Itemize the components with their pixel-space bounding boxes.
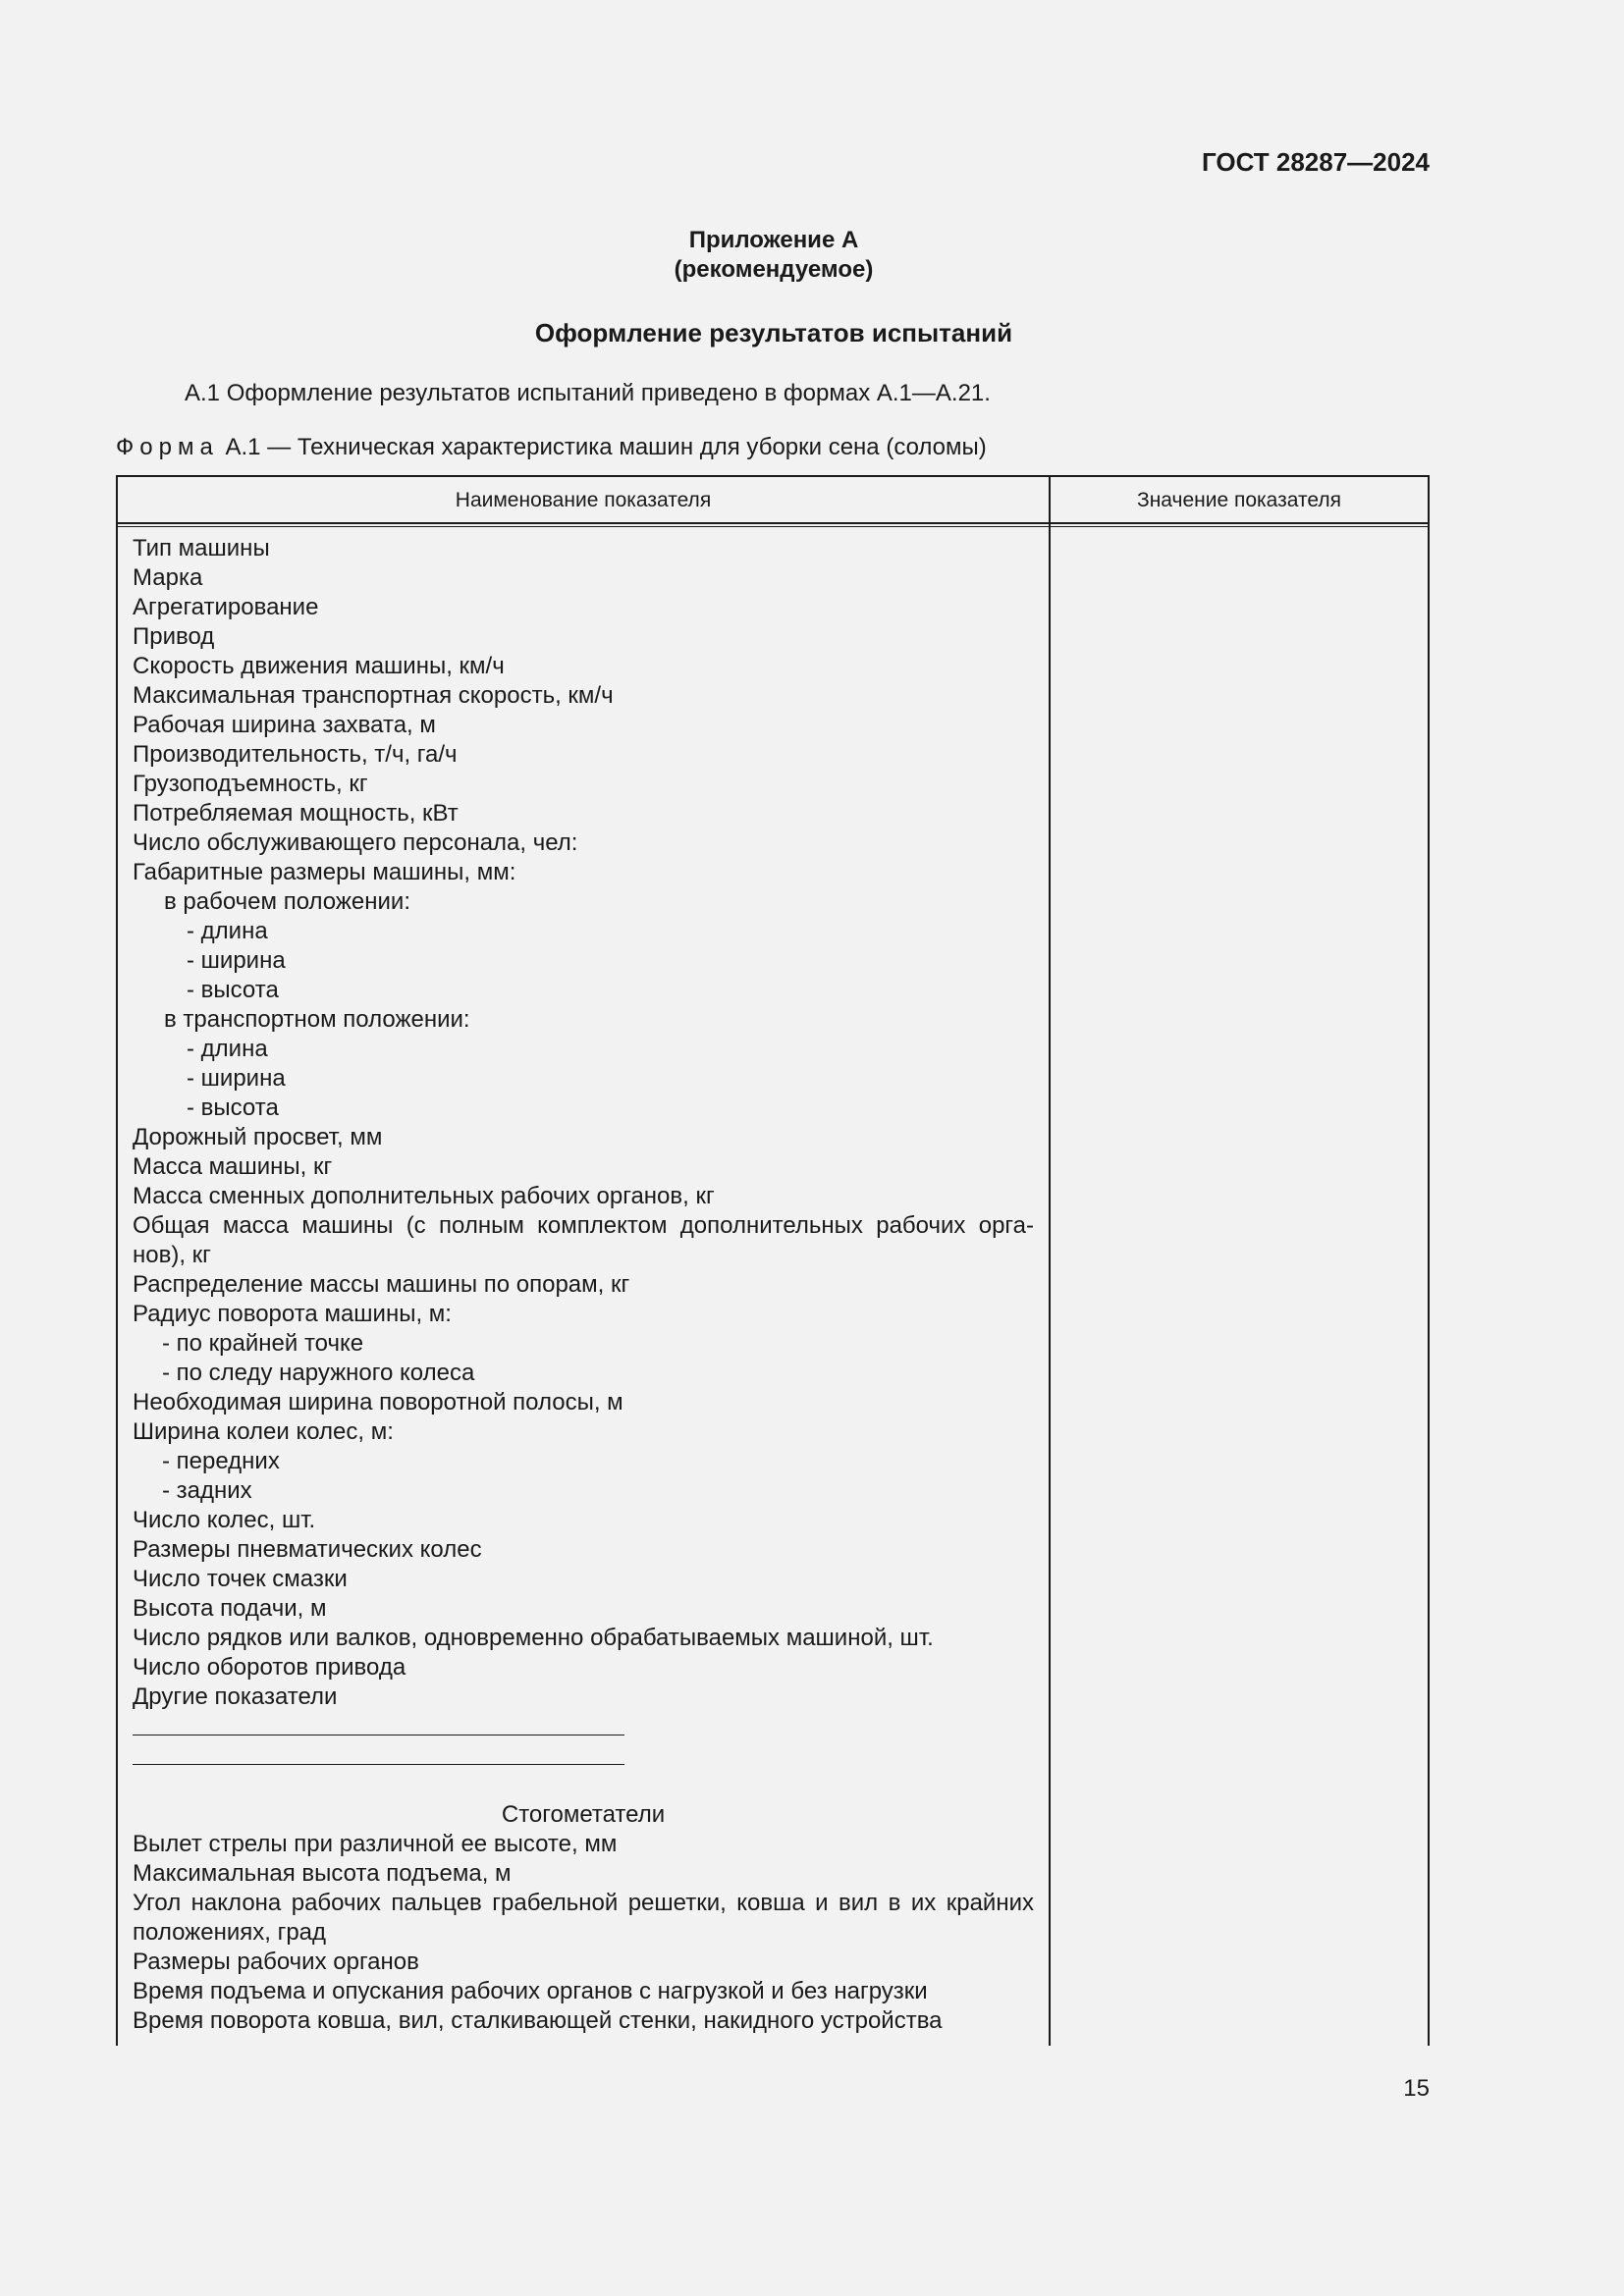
- table-row: Ширина колеи колес, м:: [133, 1418, 394, 1445]
- blank-fill-line: [133, 1712, 1034, 1741]
- table-row: Число оборотов привода: [133, 1654, 406, 1681]
- table-row: - задних: [162, 1477, 252, 1504]
- table-row: Общая масса машины (с полным комплектом дополнительных рабочих орга-нов), кг: [133, 1212, 1034, 1268]
- table-row: Масса машины, кг: [133, 1153, 333, 1180]
- table-row: Число колес, шт.: [133, 1507, 316, 1533]
- table-body: [133, 534, 1034, 2036]
- table-row: - высота: [187, 1095, 279, 1121]
- table-row: Размеры пневматических колес: [133, 1536, 482, 1563]
- blank-fill-line: [133, 1741, 1034, 1771]
- table-row: Грузоподъемность, кг: [133, 771, 368, 797]
- table-row: Вылет стрелы при различной ее высоте, мм: [133, 1831, 618, 1857]
- appendix-subtitle: (рекомендуемое): [674, 256, 874, 283]
- form-caption-text: А.1 — Техническая характеристика машин для уборки сена (соломы): [225, 434, 987, 460]
- table-row: - ширина: [187, 1065, 286, 1092]
- table-row: Рабочая ширина захвата, м: [133, 712, 436, 738]
- form-caption-prefix: Форма: [116, 434, 219, 460]
- header-double-rule: [118, 526, 1428, 527]
- table-row: Угол наклона рабочих пальцев грабельной решетки, ковша и вил в их крайних положениях, град: [133, 1890, 1034, 1946]
- table-header: [118, 477, 1428, 524]
- section-title: Оформление результатов испытаний: [534, 318, 1013, 347]
- table-row: в транспортном положении:: [164, 1006, 470, 1033]
- table-row: Число обслуживающего персонала, чел:: [133, 829, 578, 856]
- table-row: Максимальная транспортная скорость, км/ч: [133, 682, 614, 709]
- table-row: Время поворота ковша, вил, сталкивающей стенки, накидного устройства: [133, 2007, 943, 2034]
- table-row: Время подъема и опускания рабочих органов с нагрузкой и без нагрузки: [133, 1978, 928, 2004]
- table-row: Масса сменных дополнительных рабочих органов, кг: [133, 1183, 715, 1209]
- column-divider: [1049, 477, 1051, 2046]
- table-row: Дорожный просвет, мм: [133, 1124, 383, 1150]
- appendix-heading: [0, 226, 1547, 285]
- table-row: - по крайней точке: [162, 1330, 364, 1357]
- table-row: Потребляемая мощность, кВт: [133, 800, 459, 827]
- spacer: [133, 1771, 1034, 1800]
- table-row: - высота: [187, 977, 279, 1003]
- table-subsection-heading: Стогометатели: [501, 1801, 666, 1828]
- header-indicator-name: Наименование показателя: [455, 489, 712, 511]
- table-row: - длина: [187, 918, 268, 944]
- table-row: Число рядков или валков, одновременно обрабатываемых машиной, шт.: [133, 1625, 934, 1651]
- table-row: - длина: [187, 1036, 268, 1062]
- table-row: Скорость движения машины, км/ч: [133, 653, 505, 679]
- table-row: - по следу наружного колеса: [162, 1360, 475, 1386]
- table-row: Необходимая ширина поворотной полосы, м: [133, 1389, 623, 1415]
- table-row: Привод: [133, 623, 215, 650]
- table-row: Агрегатирование: [133, 594, 319, 620]
- table-row: Распределение массы машины по опорам, кг: [133, 1271, 630, 1298]
- table-row: Производительность, т/ч, га/ч: [133, 741, 458, 768]
- document-standard-number: ГОСТ 28287—2024: [1202, 147, 1430, 177]
- table-row: - ширина: [187, 947, 286, 974]
- table-row: Габаритные размеры машины, мм:: [133, 859, 516, 885]
- table-row: Марка: [133, 564, 203, 591]
- table-row: Высота подачи, м: [133, 1595, 327, 1622]
- table-row: Тип машины: [133, 535, 270, 561]
- appendix-title: Приложение А: [688, 227, 859, 253]
- table-row: в рабочем положении:: [164, 888, 411, 915]
- table-row: Размеры рабочих органов: [133, 1949, 419, 1975]
- header-indicator-value: Значение показателя: [1137, 489, 1341, 511]
- intro-paragraph: А.1 Оформление результатов испытаний приведено в формах А.1—А.21.: [185, 380, 991, 406]
- table-row: - передних: [162, 1448, 280, 1474]
- specification-table: [116, 475, 1430, 2046]
- table-row: Число точек смазки: [133, 1566, 348, 1592]
- table-row: Радиус поворота машины, м:: [133, 1301, 452, 1327]
- table-row: Максимальная высота подъема, м: [133, 1860, 512, 1887]
- page-number: 15: [1403, 2075, 1430, 2102]
- form-caption: [116, 434, 987, 461]
- table-row: Другие показатели: [133, 1683, 338, 1710]
